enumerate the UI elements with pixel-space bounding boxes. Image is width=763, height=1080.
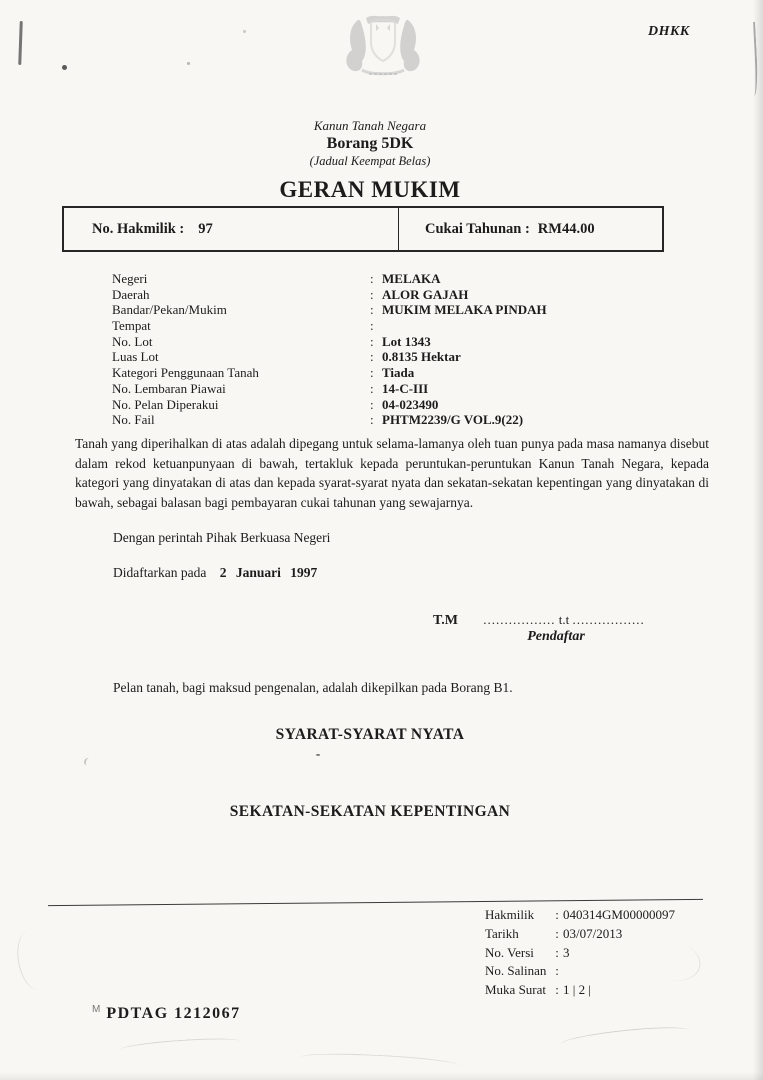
colon: : [555,963,559,979]
meta-row-hakmilik [485,906,675,925]
handwritten-code-dhkk: DHKK [648,24,690,39]
meta-row-salinan [485,962,675,981]
colon: : [370,318,374,334]
colon: : [370,380,374,396]
detail-label: No. Fail [112,412,155,428]
detail-row-bandar-pekan-mukim [112,302,547,318]
detail-value: 14-C-III [382,380,429,396]
title-number-cell [64,208,399,250]
colon: : [555,907,559,922]
detail-label: Bandar/Pekan/Mukim [112,302,227,318]
plan-note: Pelan tanah, bagi maksud pengenalan, adalah dikepilkan pada Borang B1. [113,680,513,695]
law-title: Kanun Tanah Negara [313,118,427,133]
pdtag-number: PDTAG 1212067 [106,1005,241,1022]
annual-tax-cell [399,208,662,250]
schedule-subtitle: (Jadual Keempat Belas) [309,154,431,168]
detail-row-kategori [112,365,547,381]
meta-value: 03/07/2013 [563,925,623,941]
colon: : [370,412,374,428]
scan-scribble [120,1036,240,1055]
detail-value: 0.8135 Hektar [382,349,461,365]
meta-row-tarikh [485,925,675,944]
scan-scribble [300,1051,460,1072]
detail-row-tempat [112,318,547,334]
meta-label: Hakmilik [485,907,535,922]
conditions-dash: - [315,746,321,761]
colon: : [370,349,374,365]
page-edge-shadow [0,1072,763,1080]
meta-label: No. Salinan [485,963,547,979]
registered-line [113,565,317,581]
detail-value: 04-023490 [382,396,439,412]
colon: : [370,365,374,381]
form-number: Borang 5DK [326,135,414,152]
authority-line: Dengan perintah Pihak Berkuasa Negeri [113,530,331,545]
detail-label: Kategori Penggunaan Tanah [112,365,259,381]
registered-label: Didaftarkan pada [113,565,207,580]
express-conditions-heading: SYARAT-SYARAT NYATA [275,726,465,743]
detail-value: Lot 1343 [382,333,431,349]
signature-dots-left: ................. [483,612,556,627]
registered-date: 2 Januari 1997 [219,565,318,580]
scan-speck [187,62,190,65]
scan-scribble [560,1023,691,1052]
title-number-label: No. Hakmilik : [92,220,185,237]
meta-value: 1 | 2 | [563,982,591,998]
detail-value: MELAKA [382,271,441,286]
tm-label: T.M [433,613,459,628]
detail-label: Luas Lot [112,349,159,365]
scan-speck [62,65,67,70]
detail-value: PHTM2239/G VOL.9(22) [382,412,524,428]
colon: : [370,396,374,412]
detail-row-no-fail [112,412,547,428]
meta-label: No. Versi [485,944,534,960]
meta-value: 3 [563,944,570,960]
signature-dots-right: ................. [572,612,645,627]
detail-label: No. Lot [112,333,153,349]
detail-row-luas-lot [112,349,547,365]
tt-label: t.t [558,612,570,627]
colon: : [555,944,559,960]
land-details-list [112,271,547,428]
detail-row-daerah [112,287,547,303]
detail-row-pelan-diperakui [112,397,547,413]
scan-pen-mark [18,21,23,65]
meta-value: 040314GM00000097 [563,907,675,922]
meta-row-versi [485,944,675,963]
restrictions-heading: SEKATAN-SEKATAN KEPENTINGAN [229,803,511,820]
meta-row-muka-surat [485,981,675,1000]
detail-label: No. Pelan Diperakui [112,396,219,412]
detail-value: MUKIM MELAKA PINDAH [382,302,547,318]
colon: : [370,271,374,286]
colon: : [370,302,374,318]
title-number-box [62,206,664,252]
annual-tax-value: RM44.00 [537,220,595,237]
footer-metadata-block [485,906,675,1000]
scan-scribble [13,928,54,992]
detail-label: Negeri [112,271,148,286]
legal-paragraph: Tanah yang diperihalkan di atas adalah dipegang untuk selama-lamanya oleh tuan punya pada masa namanya disebut dalam rekod ketuanpunyaan di bawah, tertakluk kepada peruntukan-peruntukan Kanun Tanah Negara, kepada kategori yang dinyatakan di atas dan kepada syarat-syarat nyata dan sekatan-sekatan kepentingan yang dinyatakan di bawah, sebagai balasan bagi pembayaran cukai tahunan yang sewajarnya. [75,436,709,510]
colon: : [370,333,374,349]
colon: : [555,925,559,941]
coat-of-arms-icon [336,8,430,92]
page-edge-shadow [753,0,763,1080]
registrar-label: Pendaftar [527,629,585,644]
scan-speck [243,30,246,33]
detail-label: No. Lembaran Piawai [112,380,226,396]
colon: : [370,286,374,302]
page-title: GERAN MUKIM [279,177,461,202]
detail-row-negeri [112,271,547,287]
detail-row-no-lot [112,334,547,350]
document-header [0,118,740,203]
detail-label: Tempat [112,318,151,334]
meta-label: Tarikh [485,925,519,941]
tag-prefix-mark: M [92,1004,101,1015]
annual-tax-label: Cukai Tahunan : [425,220,530,237]
detail-value: Tiada [382,365,415,381]
scan-speck [83,757,93,767]
detail-label: Daerah [112,286,150,302]
signature-line [433,612,645,629]
detail-value: ALOR GAJAH [382,286,469,302]
document-tag [92,1004,241,1023]
meta-label: Muka Surat [485,982,547,998]
title-number-value: 97 [198,220,213,237]
colon: : [555,982,559,998]
detail-row-lembaran-piawai [112,381,547,397]
